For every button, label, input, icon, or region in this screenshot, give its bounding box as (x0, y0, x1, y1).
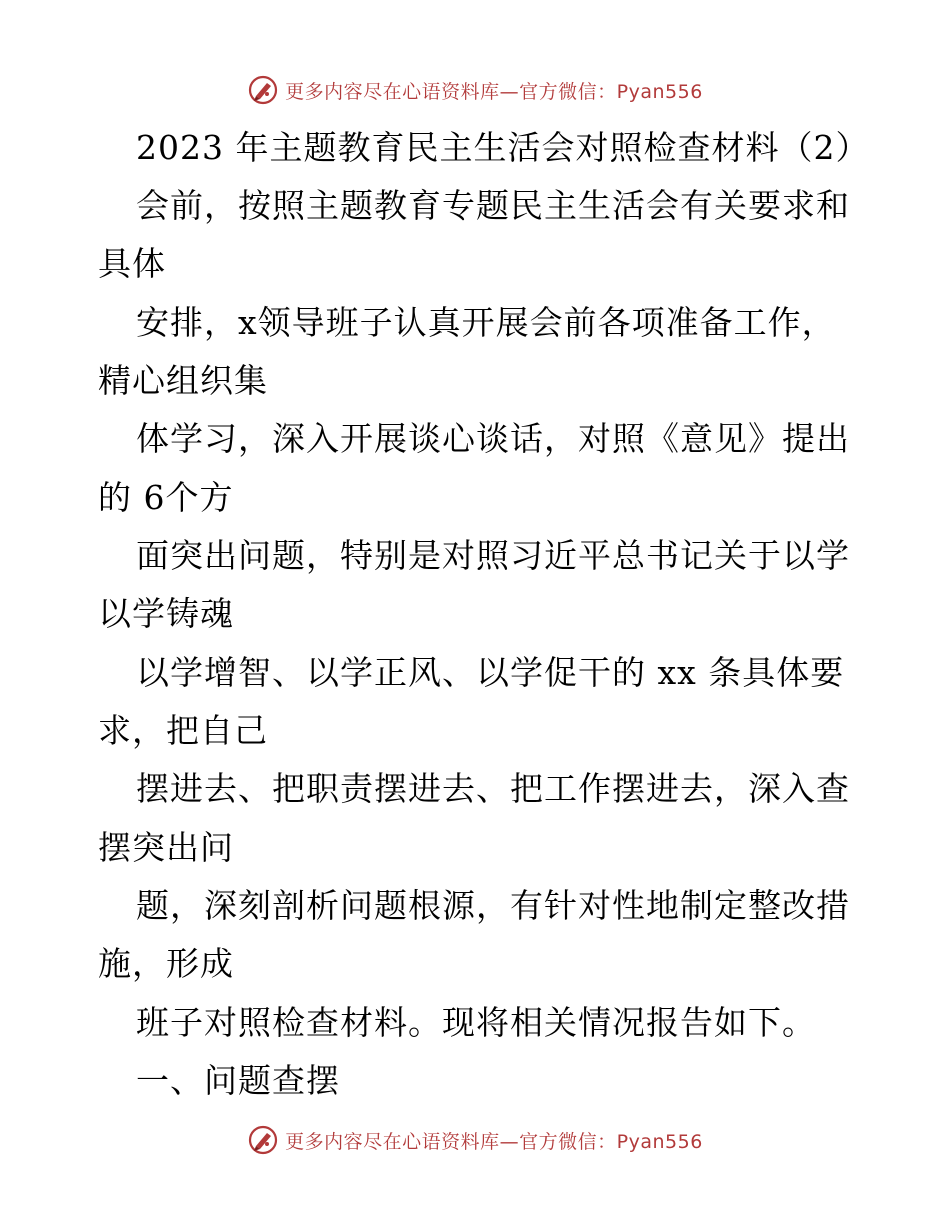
paragraph-line: 面突出问题，特别是对照习近平总书记关于以学 (136, 536, 850, 575)
paragraph-line: 安排，x领导班子认真开展会前各项准备工作， (136, 303, 836, 342)
watermark-text: 更多内容尽在心语资料库—官方微信：Pyan556 (285, 1130, 703, 1153)
paragraph-line: 以学铸魂 (98, 594, 234, 633)
watermark-text: 更多内容尽在心语资料库—官方微信：Pyan556 (285, 80, 703, 103)
paragraph-line: 题，深刻剖析问题根源，有针对性地制定整改措 (136, 886, 850, 925)
header-watermark (0, 73, 950, 107)
footer-watermark (0, 1123, 950, 1157)
document-title: 2023 年主题教育民主生活会对照检查材料（2） (136, 128, 870, 167)
paragraph-line: 施，形成 (98, 944, 234, 983)
paragraph-line: 具体 (98, 244, 166, 283)
paragraph-line: 摆进去、把职责摆进去、把工作摆进去，深入查 (136, 769, 850, 808)
paragraph-line: 求，把自己 (98, 711, 268, 750)
paragraph-line: 以学增智、以学正风、以学促干的 xx 条具体要 (136, 653, 845, 692)
paragraph-line: 体学习，深入开展谈心谈话，对照《意见》提出 (136, 419, 850, 458)
paragraph-line: 摆突出问 (98, 828, 234, 867)
paragraph-line: 精心组织集 (98, 361, 268, 400)
section-heading: 一、问题查摆 (136, 1061, 340, 1100)
paragraph-line: 班子对照检查材料。现将相关情况报告如下。 (136, 1003, 816, 1042)
paragraph-line: 的 6个方 (98, 478, 234, 517)
paragraph-line: 会前，按照主题教育专题民主生活会有关要求和 (136, 186, 850, 225)
pen-logo-icon (247, 1124, 279, 1156)
pen-logo-icon (247, 74, 279, 106)
